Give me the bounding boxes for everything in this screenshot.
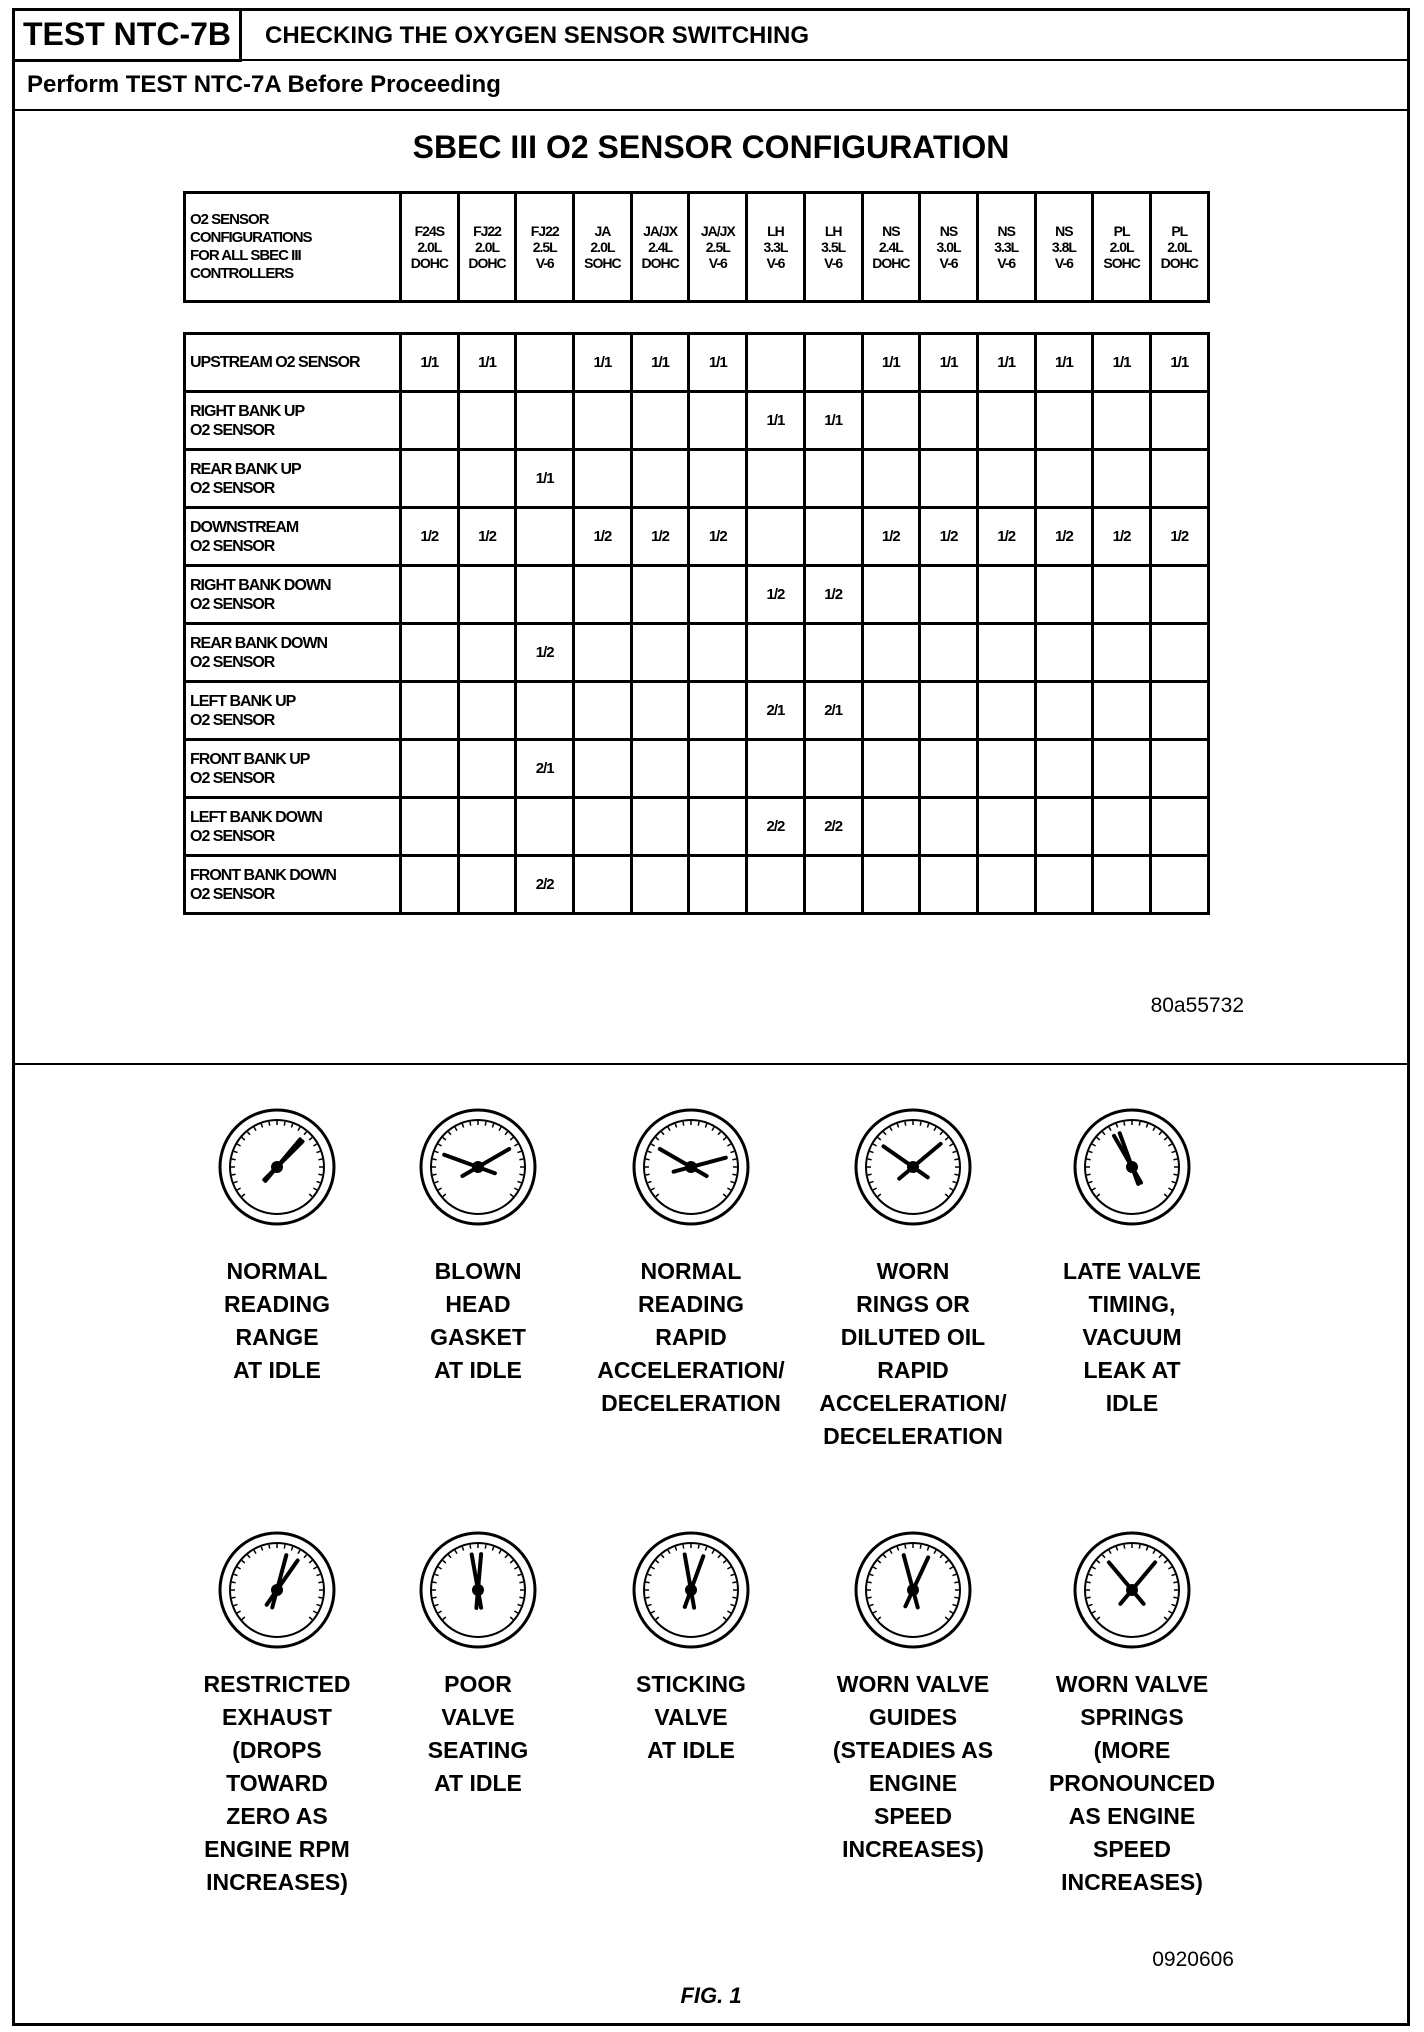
table-cell: 1/2 [631,508,689,566]
row-label: RIGHT BANK DOWN O2 SENSOR [185,566,401,624]
table-cell [689,450,747,508]
column-header: FJ22 2.5L V-6 [516,193,574,302]
table-cell [862,682,920,740]
table-cell [1035,740,1093,798]
table-cell [804,624,862,682]
table-cell [458,682,516,740]
table-cell [920,856,978,914]
table-cell: 1/1 [862,334,920,392]
table-cell: 2/1 [804,682,862,740]
table-cell [1035,624,1093,682]
gauge-caption: RESTRICTED EXHAUST (DROPS TOWARD ZERO AS ENGINE RPM INCREASES) [203,1671,351,1895]
vacuum-gauge-icon [217,1107,337,1227]
table-cell [1035,392,1093,450]
table-cell [977,740,1035,798]
header-label-cell: O2 SENSOR CONFIGURATIONS FOR ALL SBEC III CONTROLLERS [185,193,401,302]
test-id: TEST NTC-7B [15,11,242,62]
table-cell [804,334,862,392]
table-cell [574,624,632,682]
figure-caption: FIG. 1 [680,1983,742,2008]
table-cell [631,624,689,682]
table-cell: 1/2 [747,566,805,624]
table-cell [458,856,516,914]
table-cell [401,450,459,508]
table-cell [458,740,516,798]
row-label: REAR BANK UP O2 SENSOR [185,450,401,508]
column-header: JA/JX 2.5L V-6 [689,193,747,302]
table-cell: 1/1 [1093,334,1151,392]
table-cell [1093,856,1151,914]
table-cell: 1/1 [1035,334,1093,392]
table-cell [920,798,978,856]
table-cell [1150,450,1208,508]
table-cell [920,682,978,740]
table-cell: 1/2 [516,624,574,682]
table-cell [862,856,920,914]
table-cell: 1/1 [401,334,459,392]
table-row [185,450,1209,508]
table-cell [689,798,747,856]
vacuum-gauge-icon [631,1530,751,1650]
table-cell [401,566,459,624]
gauge-caption: WORN VALVE GUIDES (STEADIES AS ENGINE SPEED INCREASES) [832,1671,994,1862]
table-cell [862,798,920,856]
table-cell [1093,566,1151,624]
table-cell [747,624,805,682]
table-cell [574,798,632,856]
table-cell: 1/2 [1035,508,1093,566]
table-cell [804,740,862,798]
gauge-caption: NORMAL READING RANGE AT IDLE [223,1258,331,1383]
table-cell [1093,392,1151,450]
column-header: LH 3.5L V-6 [804,193,862,302]
table-cell [977,450,1035,508]
table-cell [401,856,459,914]
table-cell [516,682,574,740]
table-cell: 2/2 [747,798,805,856]
table-cell [631,392,689,450]
table-row [185,682,1209,740]
table-cell [977,682,1035,740]
table-cell [1093,682,1151,740]
table-row [185,740,1209,798]
table-cell: 2/1 [516,740,574,798]
column-header: FJ22 2.0L DOHC [458,193,516,302]
table-cell: 1/1 [516,450,574,508]
table-cell: 1/2 [458,508,516,566]
table-cell [1093,624,1151,682]
table-cell [1150,682,1208,740]
gauge-caption: NORMAL READING RAPID ACCELERATION/ DECELERATION [597,1258,785,1416]
table-cell: 1/2 [574,508,632,566]
table-cell [458,566,516,624]
table-cell [1150,856,1208,914]
table-cell [804,856,862,914]
table-cell [516,334,574,392]
table-cell [862,450,920,508]
table-cell: 1/1 [977,334,1035,392]
column-header: F24S 2.0L DOHC [401,193,459,302]
table-cell [631,856,689,914]
table-cell [920,624,978,682]
table-cell: 1/2 [1150,508,1208,566]
table-cell [747,740,805,798]
table-cell [689,740,747,798]
config-header-table [183,191,1210,303]
table-cell [1093,450,1151,508]
table-cell [1150,740,1208,798]
table-cell [631,566,689,624]
test-title: CHECKING THE OXYGEN SENSOR SWITCHING [265,22,810,49]
test-header [15,11,1407,61]
table-row [185,508,1209,566]
table-cell: 1/2 [1093,508,1151,566]
vacuum-gauge-icon [1072,1107,1192,1227]
table-cell [920,392,978,450]
row-label: RIGHT BANK UP O2 SENSOR [185,392,401,450]
table-cell [458,798,516,856]
table-cell [920,566,978,624]
row-label: DOWNSTREAM O2 SENSOR [185,508,401,566]
table-cell [458,392,516,450]
column-header: JA/JX 2.4L DOHC [631,193,689,302]
table-cell [1150,798,1208,856]
table-cell [977,566,1035,624]
gauge-figure-code: 0920606 [1152,1948,1234,1971]
table-cell: 1/2 [401,508,459,566]
table-cell [631,798,689,856]
table-cell [689,682,747,740]
vacuum-gauge-icon [418,1530,538,1650]
table-cell: 1/1 [804,392,862,450]
table-row [185,856,1209,914]
table-cell [574,856,632,914]
table-cell [574,450,632,508]
column-header: JA 2.0L SOHC [574,193,632,302]
column-header: NS 2.4L DOHC [862,193,920,302]
row-label: LEFT BANK UP O2 SENSOR [185,682,401,740]
table-cell: 1/1 [458,334,516,392]
table-cell [977,624,1035,682]
gauge-caption: WORN VALVE SPRINGS (MORE PRONOUNCED AS ENGINE SPEED INCREASES) [1048,1671,1216,1895]
table-cell: 1/2 [689,508,747,566]
table-cell [1035,450,1093,508]
row-label: LEFT BANK DOWN O2 SENSOR [185,798,401,856]
table-cell [747,508,805,566]
table-cell [401,392,459,450]
table-cell [977,798,1035,856]
table-cell [977,392,1035,450]
gauge-caption: POOR VALVE SEATING AT IDLE [427,1671,529,1796]
vacuum-gauge-icon [217,1530,337,1650]
table-cell: 2/2 [804,798,862,856]
table-cell [574,566,632,624]
gauge-caption: BLOWN HEAD GASKET AT IDLE [430,1258,526,1383]
table-cell [689,856,747,914]
table-cell [516,392,574,450]
table-figure-code: 80a55732 [1150,994,1244,1017]
table-cell [1035,566,1093,624]
test-subtitle: Perform TEST NTC-7A Before Proceeding [15,61,1407,111]
table-cell [862,624,920,682]
config-table [183,332,1210,915]
table-cell [747,334,805,392]
table-cell: 1/1 [920,334,978,392]
vacuum-gauge-icon [853,1530,973,1650]
column-header: PL 2.0L DOHC [1150,193,1208,302]
table-cell: 1/1 [689,334,747,392]
table-cell [401,682,459,740]
column-header: NS 3.0L V-6 [920,193,978,302]
table-cell [747,856,805,914]
table-cell [804,450,862,508]
vacuum-gauge-icon [631,1107,751,1227]
table-cell [862,740,920,798]
table-cell: 1/2 [920,508,978,566]
table-cell [1093,740,1151,798]
table-cell [458,450,516,508]
table-cell [920,740,978,798]
table-cell [1150,566,1208,624]
table-cell [574,392,632,450]
table-row [185,392,1209,450]
table-cell: 1/1 [574,334,632,392]
table-cell [689,624,747,682]
table-cell [631,450,689,508]
table-row [185,624,1209,682]
table-cell: 1/1 [631,334,689,392]
column-header: NS 3.8L V-6 [1035,193,1093,302]
table-cell [977,856,1035,914]
table-cell [1150,624,1208,682]
table-row [185,334,1209,392]
row-label: REAR BANK DOWN O2 SENSOR [185,624,401,682]
table-cell [631,740,689,798]
table-cell: 1/2 [862,508,920,566]
table-cell [516,798,574,856]
table-cell [747,450,805,508]
table-cell [1150,392,1208,450]
column-header: PL 2.0L SOHC [1093,193,1151,302]
table-cell: 1/1 [747,392,805,450]
table-cell [401,624,459,682]
section-divider [15,1063,1407,1065]
table-cell [574,740,632,798]
table-cell [631,682,689,740]
table-cell: 1/2 [977,508,1035,566]
table-cell [689,566,747,624]
table-cell [401,798,459,856]
table-row [185,798,1209,856]
table-cell [862,392,920,450]
gauge-caption: STICKING VALVE AT IDLE [636,1671,746,1763]
table-cell [1035,682,1093,740]
table-title: SBEC III O2 SENSOR CONFIGURATION [412,129,1010,165]
table-cell [689,392,747,450]
row-label: FRONT BANK DOWN O2 SENSOR [185,856,401,914]
table-cell [516,508,574,566]
gauge-caption: LATE VALVE TIMING, VACUUM LEAK AT IDLE [1063,1258,1201,1416]
table-cell [1035,798,1093,856]
table-cell: 1/1 [1150,334,1208,392]
table-cell [574,682,632,740]
row-label: UPSTREAM O2 SENSOR [185,334,401,392]
table-cell: 2/1 [747,682,805,740]
vacuum-gauge-icon [1072,1530,1192,1650]
table-row [185,566,1209,624]
gauge-caption: WORN RINGS OR DILUTED OIL RAPID ACCELERATION/ DECELERATION [819,1258,1007,1449]
table-cell [804,508,862,566]
vacuum-gauge-icon [418,1107,538,1227]
vacuum-gauge-icon [853,1107,973,1227]
table-cell [1035,856,1093,914]
table-cell [458,624,516,682]
table-cell: 1/2 [804,566,862,624]
table-cell [862,566,920,624]
table-cell: 2/2 [516,856,574,914]
table-cell [516,566,574,624]
column-header: LH 3.3L V-6 [747,193,805,302]
table-cell [401,740,459,798]
table-cell [920,450,978,508]
row-label: FRONT BANK UP O2 SENSOR [185,740,401,798]
table-cell [1093,798,1151,856]
column-header: NS 3.3L V-6 [977,193,1035,302]
